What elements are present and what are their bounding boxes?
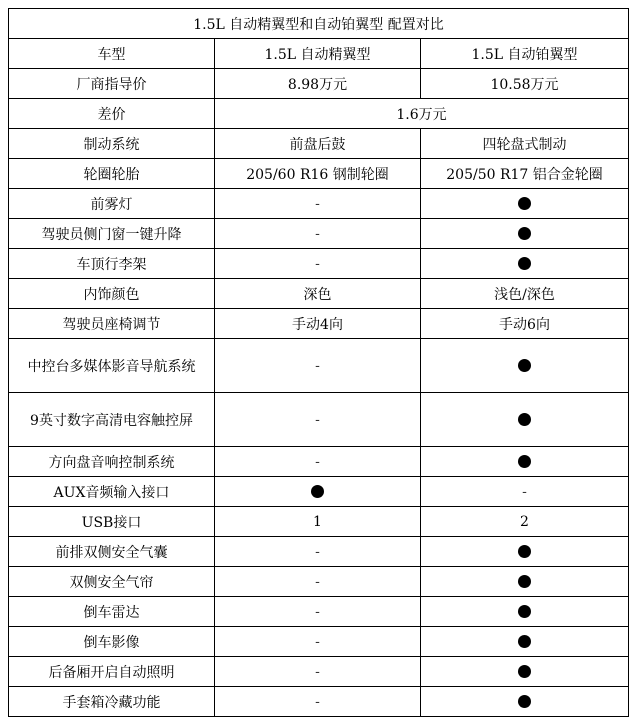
table-row bbox=[9, 537, 629, 567]
row-value-model-1: 手动4向 bbox=[215, 309, 421, 339]
price-diff-value: 1.6万元 bbox=[215, 99, 629, 129]
table-row bbox=[9, 189, 629, 219]
row-value-model-1: - bbox=[215, 249, 421, 279]
config-comparison-table bbox=[8, 8, 629, 717]
row-label: 驾驶员座椅调节 bbox=[9, 309, 215, 339]
row-value-model-2 bbox=[421, 627, 629, 657]
table-row bbox=[9, 249, 629, 279]
row-value-model-2: 浅色/深色 bbox=[421, 279, 629, 309]
row-value-model-1: - bbox=[215, 447, 421, 477]
row-value-model-1: - bbox=[215, 537, 421, 567]
row-label: 制动系统 bbox=[9, 129, 215, 159]
row-label: 前排双侧安全气囊 bbox=[9, 537, 215, 567]
table-row bbox=[9, 393, 629, 447]
filled-circle-icon bbox=[518, 575, 531, 588]
row-value-model-2 bbox=[421, 567, 629, 597]
table-row bbox=[9, 627, 629, 657]
row-value-model-2: 2 bbox=[421, 507, 629, 537]
row-label: 后备厢开启自动照明 bbox=[9, 657, 215, 687]
row-value-model-2 bbox=[421, 189, 629, 219]
filled-circle-icon bbox=[518, 605, 531, 618]
row-label: 倒车雷达 bbox=[9, 597, 215, 627]
row-value-model-1: 205/60 R16 钢制轮圈 bbox=[215, 159, 421, 189]
header-label: 车型 bbox=[9, 39, 215, 69]
table-title: 1.5L 自动精翼型和自动铂翼型 配置对比 bbox=[9, 9, 629, 39]
table-row bbox=[9, 657, 629, 687]
row-value-model-2 bbox=[421, 687, 629, 717]
row-label: 轮圈轮胎 bbox=[9, 159, 215, 189]
row-value-model-2 bbox=[421, 393, 629, 447]
table-row bbox=[9, 597, 629, 627]
filled-circle-icon bbox=[518, 227, 531, 240]
row-value-model-1: - bbox=[215, 189, 421, 219]
row-label: 内饰颜色 bbox=[9, 279, 215, 309]
row-label: 9英寸数字高清电容触控屏 bbox=[9, 393, 215, 447]
row-value-model-2: 205/50 R17 铝合金轮圈 bbox=[421, 159, 629, 189]
row-value-model-2 bbox=[421, 339, 629, 393]
row-value-model-2 bbox=[421, 447, 629, 477]
table-row bbox=[9, 687, 629, 717]
row-value-model-1: - bbox=[215, 687, 421, 717]
row-value-model-1: - bbox=[215, 393, 421, 447]
header-row bbox=[9, 39, 629, 69]
filled-circle-icon bbox=[518, 545, 531, 558]
filled-circle-icon bbox=[518, 455, 531, 468]
row-value-model-1: - bbox=[215, 339, 421, 393]
row-value-model-2 bbox=[421, 219, 629, 249]
row-value-model-2: 四轮盘式制动 bbox=[421, 129, 629, 159]
header-model-2: 1.5L 自动铂翼型 bbox=[421, 39, 629, 69]
row-label: USB接口 bbox=[9, 507, 215, 537]
row-value-model-2 bbox=[421, 249, 629, 279]
row-value-model-1: 深色 bbox=[215, 279, 421, 309]
row-value-model-1: - bbox=[215, 597, 421, 627]
row-label: 前雾灯 bbox=[9, 189, 215, 219]
table-row bbox=[9, 339, 629, 393]
row-value-model-1: - bbox=[215, 627, 421, 657]
row-value-model-1: - bbox=[215, 657, 421, 687]
price-row bbox=[9, 69, 629, 99]
row-value-model-2: 手动6向 bbox=[421, 309, 629, 339]
table-row bbox=[9, 507, 629, 537]
price-model-2: 10.58万元 bbox=[421, 69, 629, 99]
row-label: 双侧安全气帘 bbox=[9, 567, 215, 597]
table-title-row bbox=[9, 9, 629, 39]
filled-circle-icon bbox=[518, 257, 531, 270]
filled-circle-icon bbox=[518, 695, 531, 708]
filled-circle-icon bbox=[518, 665, 531, 678]
table-row bbox=[9, 447, 629, 477]
table-row bbox=[9, 309, 629, 339]
price-diff-row bbox=[9, 99, 629, 129]
row-value-model-2: - bbox=[421, 477, 629, 507]
row-value-model-2 bbox=[421, 537, 629, 567]
price-label: 厂商指导价 bbox=[9, 69, 215, 99]
row-value-model-1: 前盘后鼓 bbox=[215, 129, 421, 159]
table-row bbox=[9, 567, 629, 597]
row-value-model-1: - bbox=[215, 567, 421, 597]
row-label: 驾驶员侧门窗一键升降 bbox=[9, 219, 215, 249]
table-row bbox=[9, 129, 629, 159]
row-label: 倒车影像 bbox=[9, 627, 215, 657]
row-label: 方向盘音响控制系统 bbox=[9, 447, 215, 477]
table-row bbox=[9, 477, 629, 507]
row-value-model-1 bbox=[215, 477, 421, 507]
filled-circle-icon bbox=[311, 485, 324, 498]
filled-circle-icon bbox=[518, 197, 531, 210]
row-value-model-2 bbox=[421, 657, 629, 687]
price-model-1: 8.98万元 bbox=[215, 69, 421, 99]
row-label: 中控台多媒体影音导航系统 bbox=[9, 339, 215, 393]
table-row bbox=[9, 219, 629, 249]
row-label: 手套箱冷藏功能 bbox=[9, 687, 215, 717]
price-diff-label: 差价 bbox=[9, 99, 215, 129]
row-value-model-1: 1 bbox=[215, 507, 421, 537]
row-label: AUX音频输入接口 bbox=[9, 477, 215, 507]
table-row bbox=[9, 279, 629, 309]
table-row bbox=[9, 159, 629, 189]
filled-circle-icon bbox=[518, 413, 531, 426]
row-label: 车顶行李架 bbox=[9, 249, 215, 279]
header-model-1: 1.5L 自动精翼型 bbox=[215, 39, 421, 69]
row-value-model-1: - bbox=[215, 219, 421, 249]
row-value-model-2 bbox=[421, 597, 629, 627]
filled-circle-icon bbox=[518, 359, 531, 372]
filled-circle-icon bbox=[518, 635, 531, 648]
